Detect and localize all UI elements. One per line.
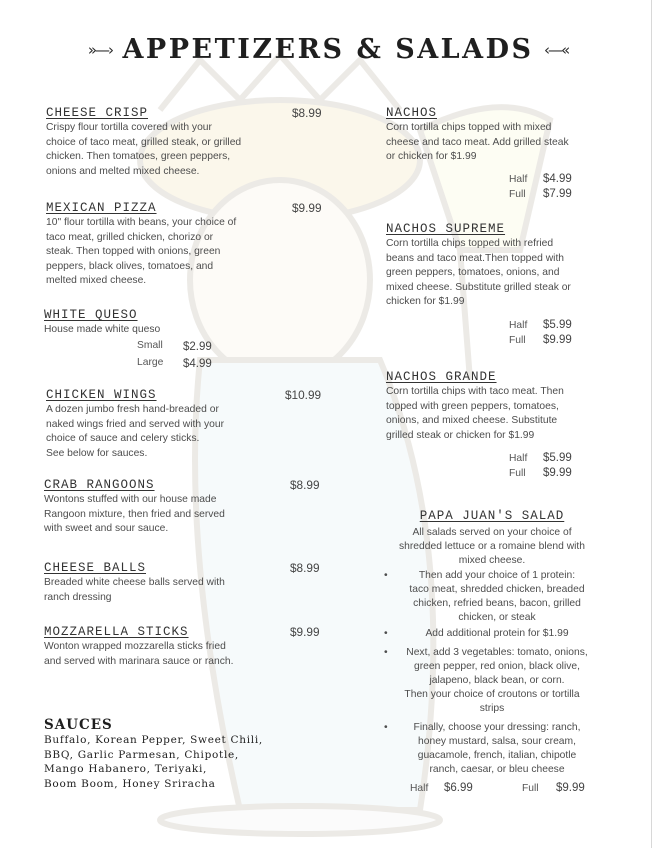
step-line: honey mustard, salsa, sour cream, <box>418 735 576 747</box>
menu-item-cheese-crisp <box>46 106 286 179</box>
item-name: CHICKEN WINGS <box>46 388 157 402</box>
desc-line: onions and melted mixed cheese. <box>46 165 200 177</box>
salad-intro <box>384 526 600 569</box>
item-price: $9.99 <box>292 201 322 215</box>
papa-juans-salad-section <box>384 506 600 777</box>
desc-line: chicken. Then tomatoes, green peppers, <box>46 151 231 163</box>
sauces-title: SAUCES <box>44 717 113 733</box>
desc-line: and served with marinara sauce or ranch. <box>44 655 234 667</box>
item-price: $8.99 <box>292 106 322 120</box>
step-line: taco meat, shredded chicken, breaded <box>409 583 585 595</box>
desc-line: or chicken for $1.99 <box>386 151 477 163</box>
desc-line: A dozen jumbo fresh hand-breaded or <box>46 404 219 415</box>
salad-step-vegetables <box>384 646 600 689</box>
desc-line: cheese and taco meat. Add grilled steak <box>386 136 569 148</box>
title-row <box>0 34 656 65</box>
desc-line: choice of taco meat, grilled steak, or grilled <box>46 136 242 148</box>
step-line: ranch, caesar, or bleu cheese <box>429 764 565 776</box>
right-arrow-ornament-icon: ‹—« <box>543 40 569 59</box>
item-description <box>386 121 606 165</box>
desc-line: See below for sauces. <box>46 447 148 459</box>
step-line: green pepper, red onion, black olive, <box>413 660 580 672</box>
menu-item-nachos-supreme <box>386 222 606 310</box>
desc-line: steak. Then topped with onions, green <box>46 246 221 258</box>
item-name: PAPA JUAN'S SALAD <box>419 509 565 523</box>
size-price: $9.99 <box>543 334 572 346</box>
desc-line: choice of sauce and celery sticks. <box>46 433 200 445</box>
item-description <box>46 121 286 179</box>
menu-item-nachos-grande <box>386 370 606 443</box>
desc-line: green peppers, tomatoes, onions, and <box>386 267 560 279</box>
step-line: Finally, choose your dressing: ranch, <box>413 721 581 733</box>
desc-line: beans and taco meat.Then topped with <box>386 252 565 264</box>
desc-line: onions, and mixed cheese. Substitute <box>386 415 558 427</box>
desc-line: peppers, black olives, tomatoes, and <box>46 260 214 272</box>
size-label: Full <box>509 468 526 479</box>
step-line: chicken, or steak <box>458 612 536 624</box>
desc-line: with sweet and sour sauce. <box>44 523 169 535</box>
item-description <box>44 640 284 669</box>
size-label: Large <box>137 357 164 368</box>
step-line: Add additional protein for $1.99 <box>425 628 569 640</box>
desc-line: chicken for $1.99 <box>386 296 465 308</box>
size-price: $9.99 <box>543 467 572 479</box>
desc-line: naked wings fried and served with your <box>46 418 225 430</box>
size-price: $4.99 <box>183 358 212 370</box>
desc-line: mixed cheese. Substitute grilled steak or <box>386 281 571 293</box>
bullet-icon: • <box>384 569 388 581</box>
item-name: WHITE QUESO <box>44 308 138 322</box>
desc-line: 10" flour tortilla with beans, your choice of <box>46 217 237 228</box>
item-name: MOZZARELLA STICKS <box>44 625 189 639</box>
size-label: Half <box>509 174 528 185</box>
item-description <box>44 493 284 537</box>
sauce-line: BBQ, Garlic Parmesan, Chipotle, <box>44 748 239 761</box>
intro-line: All salads served on your choice of <box>412 527 572 538</box>
size-label: Half <box>509 320 528 331</box>
size-label: Full <box>522 783 539 794</box>
desc-line: Corn tortilla chips topped with refried <box>386 238 554 249</box>
menu-item-mexican-pizza <box>46 201 286 289</box>
item-description <box>46 216 286 289</box>
size-label: Half <box>509 453 528 464</box>
size-price: $2.99 <box>183 341 212 353</box>
size-label: Full <box>509 335 526 346</box>
desc-line: House made white queso <box>44 324 161 335</box>
item-description <box>46 403 286 461</box>
croutons-line: strips <box>479 703 505 715</box>
item-description <box>44 576 284 605</box>
menu-item-cheese-balls <box>44 561 284 605</box>
item-price: $9.99 <box>290 625 320 639</box>
size-price: $9.99 <box>556 782 585 794</box>
desc-line: Corn tortilla chips topped with mixed <box>386 122 552 133</box>
salad-step-dressing <box>384 721 600 778</box>
desc-line: taco meat, grilled chicken, chorizo or <box>46 231 214 243</box>
desc-line: grilled steak or chicken for $1.99 <box>386 429 535 441</box>
size-label: Small <box>137 340 163 351</box>
size-price: $5.99 <box>543 319 572 331</box>
desc-line: Rangoon mixture, then fried and served <box>44 508 225 520</box>
step-line: guacamole, french, italian, chipotle <box>417 750 577 762</box>
item-price: $8.99 <box>290 561 320 575</box>
item-price: $8.99 <box>290 478 320 492</box>
desc-line: Breaded white cheese balls served with <box>44 577 225 588</box>
item-description <box>386 237 606 310</box>
sauce-line: Boom Boom, Honey Sriracha <box>44 777 216 790</box>
item-description <box>44 323 284 338</box>
item-description <box>386 385 606 443</box>
sauces-list <box>44 733 304 791</box>
desc-line: Wontons stuffed with our house made <box>44 494 217 505</box>
item-name: CRAB RANGOONS <box>44 478 155 492</box>
menu-item-crab-rangoons <box>44 478 284 537</box>
menu-item-white-queso <box>44 308 284 338</box>
item-price: $10.99 <box>285 388 322 402</box>
page-edge <box>651 0 652 848</box>
salad-step-extra-protein <box>384 627 600 641</box>
step-line: Next, add 3 vegetables: tomato, onions, <box>406 646 588 658</box>
size-price: $5.99 <box>543 452 572 464</box>
desc-line: Corn tortilla chips with taco meat. Then <box>386 386 564 397</box>
size-price: $6.99 <box>444 782 473 794</box>
page-title: APPETIZERS & SALADS <box>122 34 534 65</box>
item-name: NACHOS GRANDE <box>386 370 497 384</box>
menu-item-mozzarella-sticks <box>44 625 284 669</box>
desc-line: ranch dressing <box>44 591 112 603</box>
size-price: $7.99 <box>543 188 572 200</box>
size-label: Half <box>410 783 429 794</box>
desc-line: Crispy flour tortilla covered with your <box>46 122 212 133</box>
item-name: MEXICAN PIZZA <box>46 201 157 215</box>
item-name: CHEESE BALLS <box>44 561 147 575</box>
size-label: Full <box>509 189 526 200</box>
sauces-section <box>44 717 304 791</box>
bullet-icon: • <box>384 721 388 733</box>
croutons-line: Then your choice of croutons or tortilla <box>404 689 580 701</box>
item-name: NACHOS SUPREME <box>386 222 506 236</box>
item-name: NACHOS <box>386 106 438 120</box>
salad-croutons <box>384 688 600 716</box>
bullet-icon: • <box>384 646 388 658</box>
desc-line: melted mixed cheese. <box>46 275 147 287</box>
step-line: Then add your choice of 1 protein: <box>418 569 576 581</box>
menu-item-nachos <box>386 106 606 165</box>
bullet-icon: • <box>384 628 388 640</box>
salad-step-protein <box>384 569 600 626</box>
sauce-line: Mango Habanero, Teriyaki, <box>44 763 208 776</box>
intro-line: shredded lettuce or a romaine blend with <box>398 541 586 553</box>
item-name: CHEESE CRISP <box>46 106 149 120</box>
left-arrow-ornament-icon: »—› <box>87 40 113 59</box>
intro-line: mixed cheese. <box>458 555 526 567</box>
size-price: $4.99 <box>543 173 572 185</box>
desc-line: Wonton wrapped mozzarella sticks fried <box>44 641 226 652</box>
desc-line: topped with green peppers, tomatoes, <box>386 400 559 412</box>
sauce-line: Buffalo, Korean Pepper, Sweet Chili, <box>44 734 263 746</box>
step-line: jalapeno, black bean, or corn. <box>429 675 565 687</box>
menu-item-chicken-wings <box>46 388 286 461</box>
step-line: chicken, refried beans, bacon, grilled <box>413 598 581 610</box>
